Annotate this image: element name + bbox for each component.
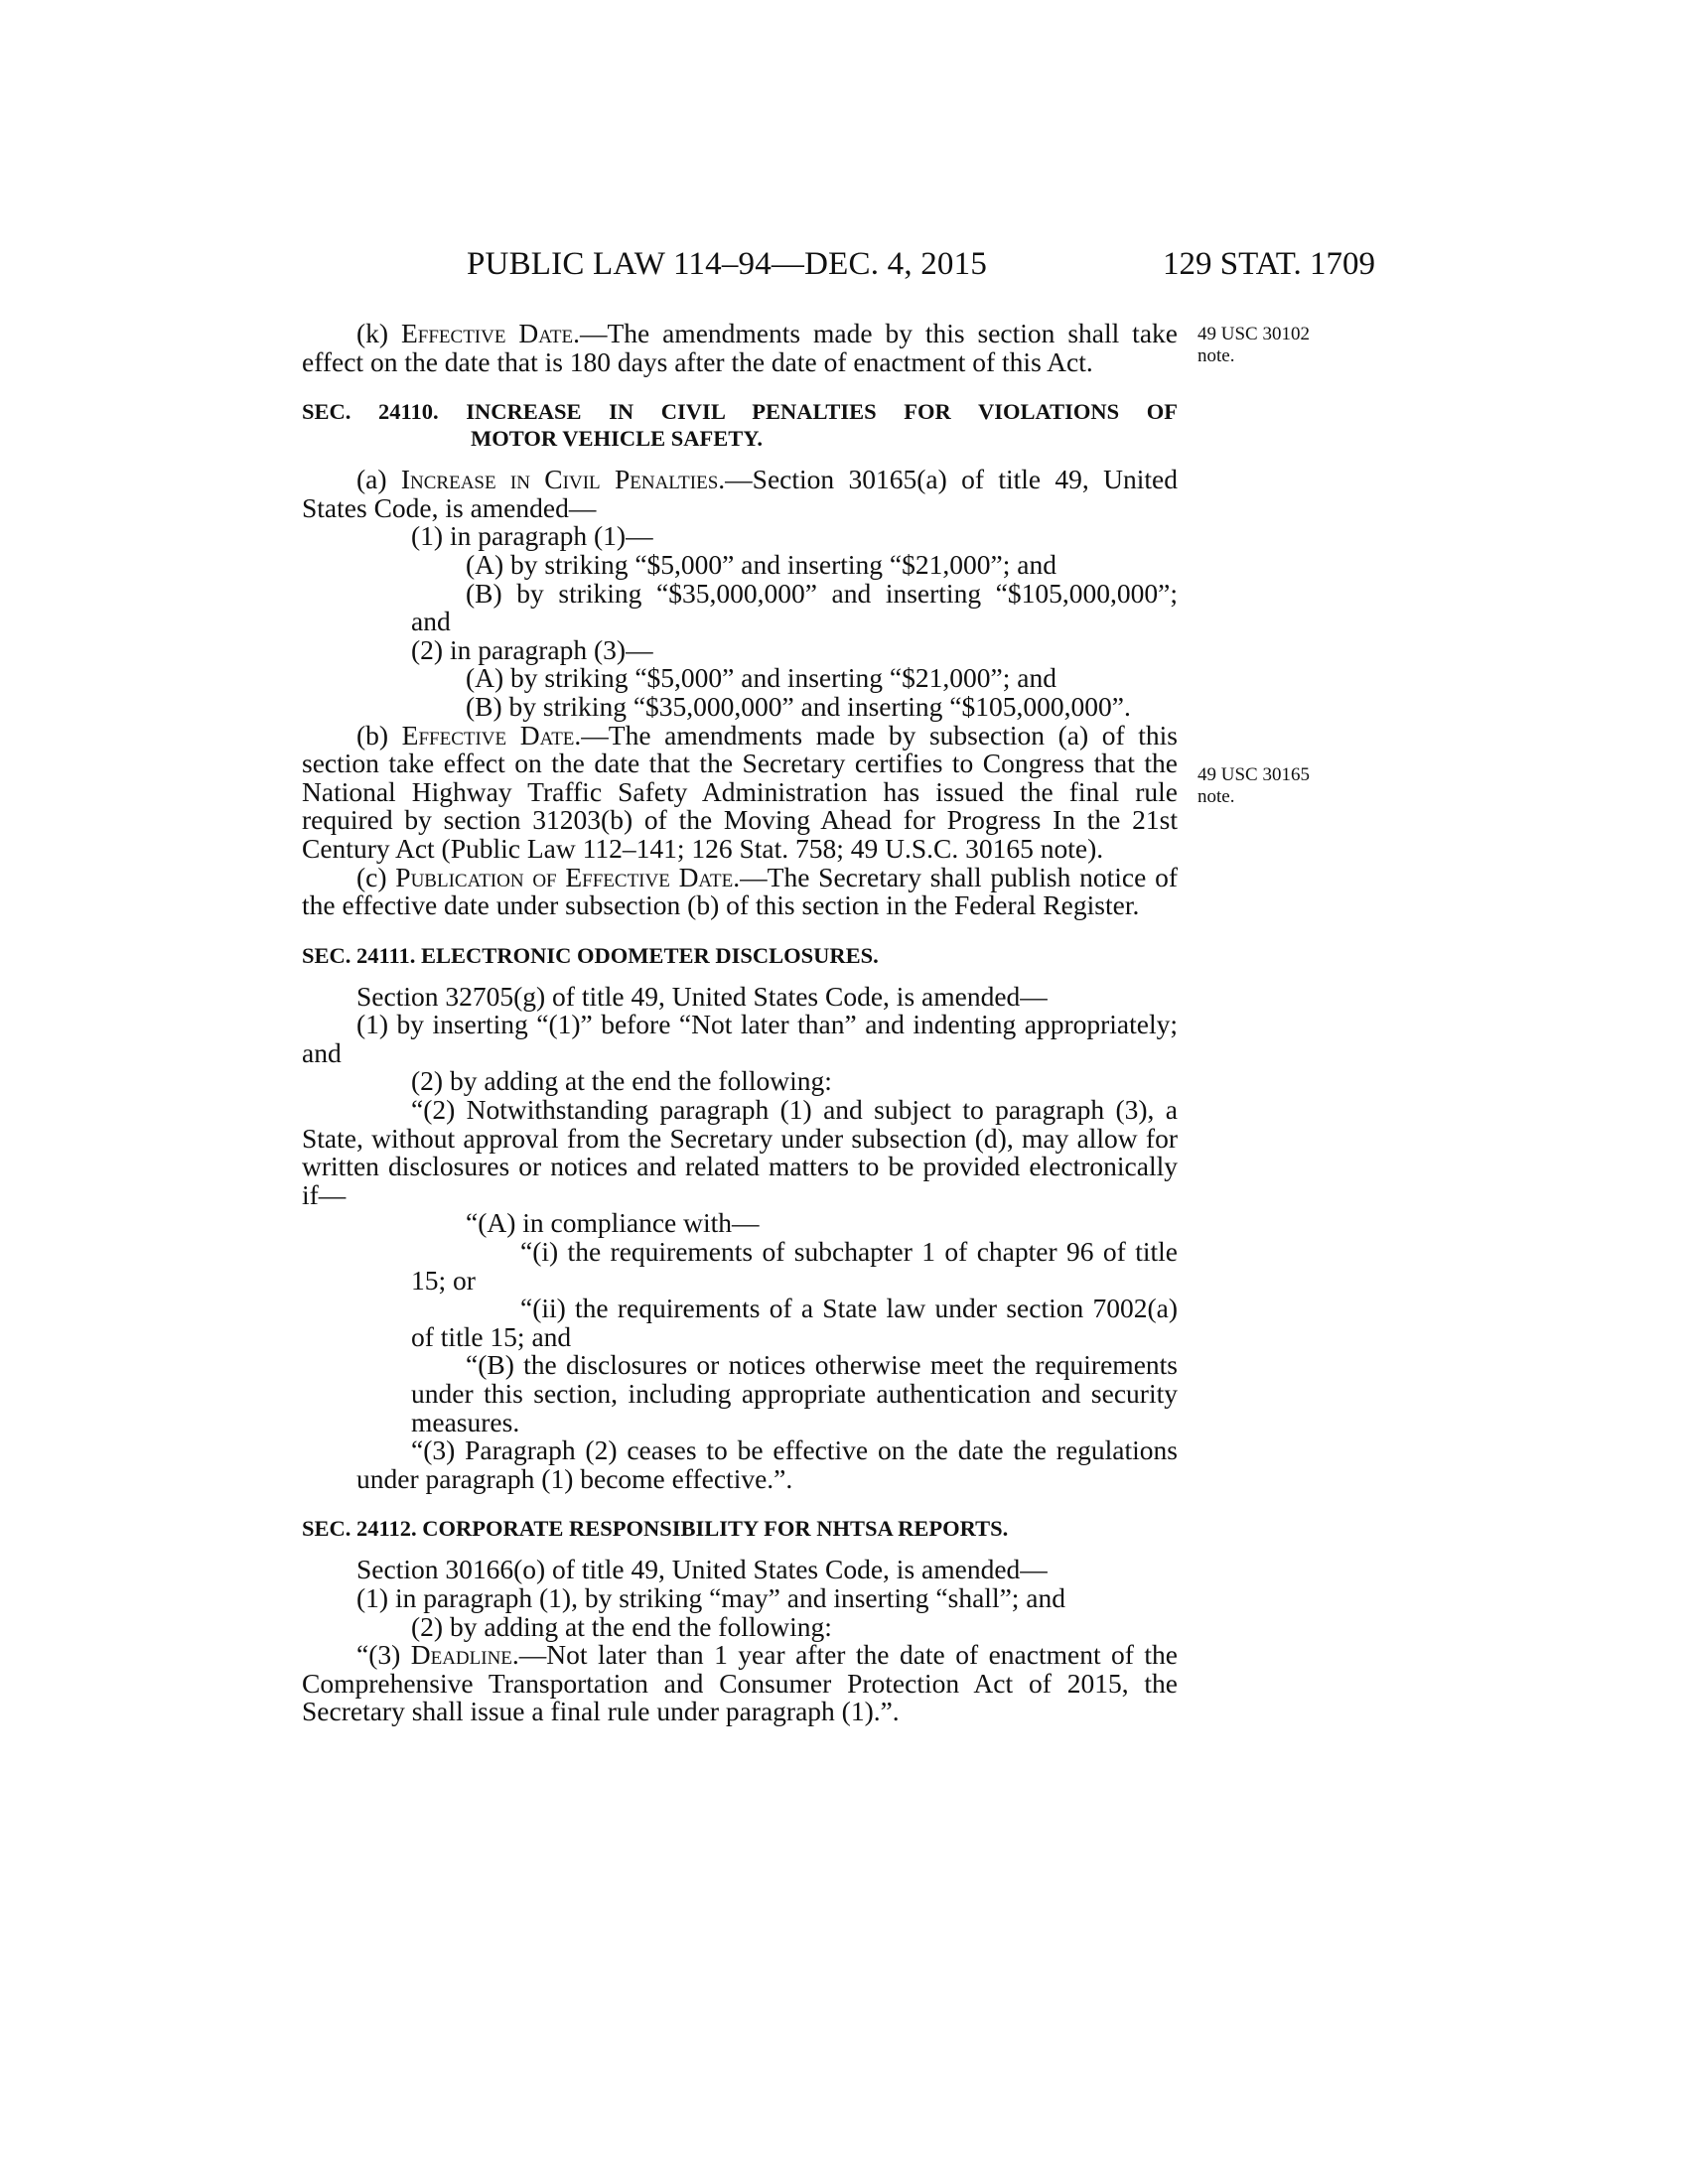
quoted-paragraph-2: “(2) Notwithstanding paragraph (1) and subject to paragraph (3), a State, without approval from the Secretary under subsection (d), may allow for written disclosures or notices and related matters to be provided electronically if— xyxy=(302,1094,1178,1210)
section-24112-intro: Section 30166(o) of title 49, United States Code, is amended— xyxy=(356,1554,1048,1585)
subparagraph-1b: (B) by striking “$35,000,000” and inserting “$105,000,000”; and xyxy=(411,577,1178,637)
section-24112-heading: SEC. 24112. CORPORATE RESPONSIBILITY FOR NHTSA REPORTS. xyxy=(302,1516,1009,1542)
margin-note-code: 49 USC 30165 xyxy=(1197,764,1310,785)
subsection-b-effective-date: (b) Effective Date.—The amendments made by subsection (a) of this section take effect on the date that the Secretary certifies to Congress that the National Highway Traffic Safety Administration has issued the final rule required by section 31203(b) of the Moving Ahead for Progress In the 21st Century Act (Public Law 112–141; 126 Stat. 758; 49 U.S.C. 30165 note). xyxy=(302,719,1178,864)
section-24111-heading: SEC. 24111. ELECTRONIC ODOMETER DISCLOSURES. xyxy=(302,942,879,968)
quoted-paragraph-3-deadline: “(3) Deadline.—Not later than 1 year after the date of enactment of the Comprehensive Transportation and Consumer Protection Act of 2015, the Secretary shall issue a final rule under paragraph (1).”. xyxy=(302,1639,1178,1727)
running-head: PUBLIC LAW 114–94—DEC. 4, 2015 xyxy=(467,246,988,282)
quoted-subparagraph-b: “(B) the disclosures or notices otherwise meet the requirements under this section, including appropriate authentication and security measures. xyxy=(411,1349,1178,1437)
margin-note-usc-30102 xyxy=(1197,324,1366,367)
quoted-clause-i: “(i) the requirements of subchapter 1 of chapter 96 of title 15; or xyxy=(411,1236,1178,1296)
quoted-paragraph-3: “(3) Paragraph (2) ceases to be effective on the date the regulations under paragraph (1) become effective.”. xyxy=(356,1434,1178,1494)
margin-note-suffix: note. xyxy=(1197,345,1235,366)
section-24112-paragraph-2: (2) by adding at the end the following: xyxy=(411,1610,832,1642)
section-24111-intro: Section 32705(g) of title 49, United States Code, is amended— xyxy=(356,980,1048,1012)
subsection-k-effective-date: (k) Effective Date.—The amendments made by this section shall take effect on the date that is 180 days after the date of enactment of this Act. xyxy=(302,318,1178,377)
section-24112-paragraph-1: (1) in paragraph (1), by striking “may” and inserting “shall”; and xyxy=(356,1581,1066,1613)
section-24110-heading: SEC. 24110. INCREASE IN CIVIL PENALTIES FOR VIOLATIONS OF MOTOR VEHICLE SAFETY. xyxy=(302,399,1178,452)
margin-note-code: 49 USC 30102 xyxy=(1197,324,1310,344)
margin-note-usc-30165 xyxy=(1197,764,1366,808)
page-header xyxy=(467,246,1375,286)
body-text xyxy=(302,320,1178,1726)
margin-note-suffix: note. xyxy=(1197,786,1235,807)
subparagraph-1a: (A) by striking “$5,000” and inserting “$21,000”; and xyxy=(466,548,1056,580)
subsection-a-increase-in-civil-penalties: (a) Increase in Civil Penalties.—Section 30165(a) of title 49, United States Code, is amended— xyxy=(302,464,1178,523)
quoted-clause-ii: “(ii) the requirements of a State law under section 7002(a) of title 15; and xyxy=(411,1293,1178,1352)
subsection-c-publication-of-effective-date: (c) Publication of Effective Date.—The Secretary shall publish notice of the effective date under subsection (b) of this section in the Federal Register. xyxy=(302,861,1178,921)
subparagraph-2a: (A) by striking “$5,000” and inserting “$21,000”; and xyxy=(466,662,1056,694)
section-24111-paragraph-2: (2) by adding at the end the following: xyxy=(411,1065,832,1097)
subparagraph-2b: (B) by striking “$35,000,000” and inserting “$105,000,000”. xyxy=(466,690,1131,722)
section-24111-paragraph-1: (1) by inserting “(1)” before “Not later than” and indenting appropriately; and xyxy=(302,1009,1178,1068)
paragraph-1: (1) in paragraph (1)— xyxy=(411,520,653,552)
quoted-subparagraph-a: “(A) in compliance with— xyxy=(466,1207,760,1239)
statute-page-number: 129 STAT. 1709 xyxy=(1162,246,1375,282)
paragraph-2: (2) in paragraph (3)— xyxy=(411,633,653,665)
